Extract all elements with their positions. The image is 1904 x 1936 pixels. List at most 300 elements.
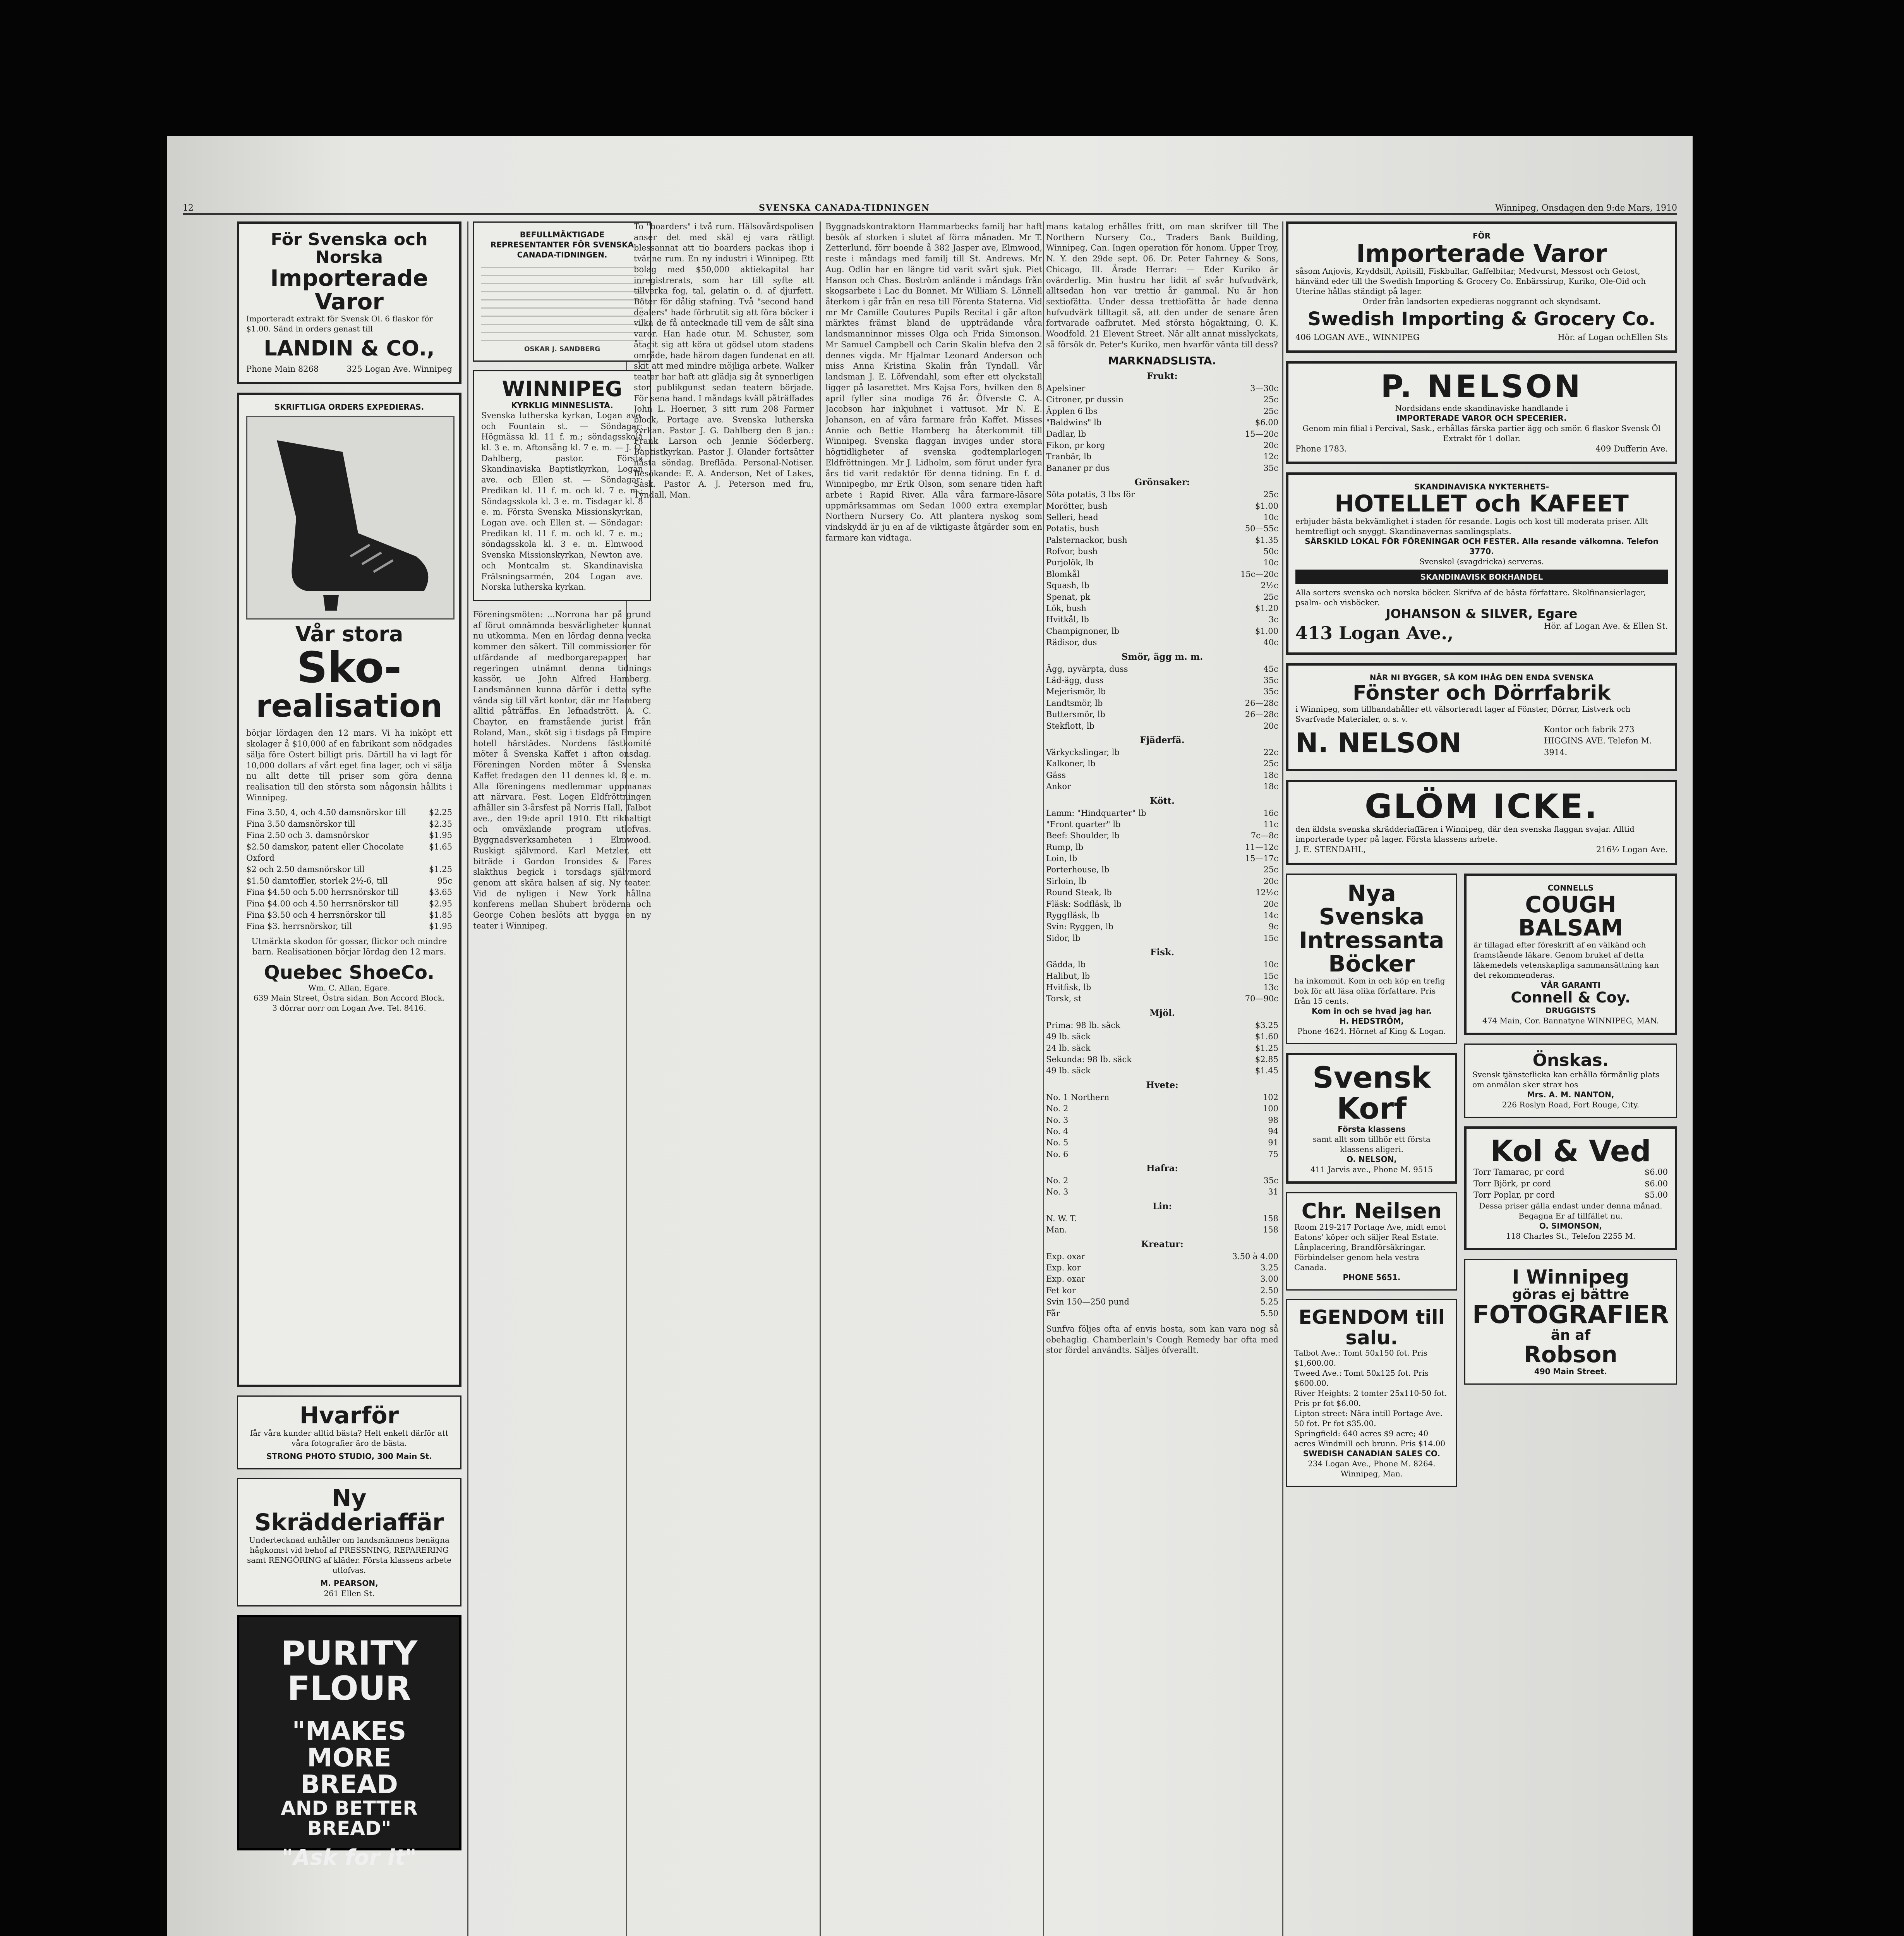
fotografier-ad [1464, 1259, 1677, 1384]
text: 413 Logan Ave., [1295, 622, 1454, 644]
market-price: 25c [1263, 592, 1278, 602]
market-row [1046, 808, 1278, 819]
market-section-title: Smör, ägg m. m. [1121, 651, 1203, 662]
imported-contact [1295, 332, 1668, 343]
shoe-illustration [246, 416, 455, 620]
market-row [1046, 959, 1278, 970]
price-row [246, 841, 452, 864]
egendom-item: Tweed Ave.: Tomt 50x125 fot. Pris $600.00. [1294, 1368, 1429, 1388]
market-item: Selleri, head [1046, 512, 1098, 522]
market-item: Tranbär, lb [1046, 452, 1092, 462]
market-row [1046, 417, 1278, 428]
market-row [1046, 842, 1278, 853]
egendom-title: EGENDOM till salu. [1298, 1306, 1445, 1349]
imported-goods-ad [1286, 221, 1677, 353]
skradderi-body: Undertecknad anhåller om landsmännens benägna hågkomst vid behof af PRESSNING, REPARERING samt RENGÖRING af kläder. Första klassens arbete utlofvas. [247, 1535, 451, 1575]
bocker-address: Phone 4624. Hörnet af King & Logan. [1297, 1026, 1446, 1036]
text: Kontor och fabrik 273 HIGGINS AVE. Telefon M. 3914. [1544, 724, 1652, 757]
market-item: 49 lb. säck [1046, 1032, 1091, 1042]
market-section-title: Fisk. [1150, 947, 1174, 958]
shoe-line1: Vår stora [295, 622, 403, 647]
market-price: 12½c [1256, 888, 1278, 898]
hvarfor-title: Hvarför [299, 1402, 399, 1430]
shoe-company: Quebec ShoeCo. [264, 962, 435, 984]
text: 95c [437, 876, 452, 886]
imported-company: Swedish Importing & Grocery Co. [1307, 308, 1656, 330]
text: Fina 2.50 och 3. damsnörskor [246, 831, 369, 840]
text: $1.95 [429, 831, 452, 840]
market-row [1046, 1054, 1278, 1065]
issue-date: Winnipeg, Onsdagen den 9:de Mars, 1910 [1495, 203, 1677, 213]
market-price: 40c [1263, 638, 1278, 647]
market-footer: Sunfva följes ofta af envis hosta, som kan vara nog så obehaglig. Chamberlain's Cough Remedy har ofta med stor fördel användts. Säljes öfverallt. [1046, 1324, 1278, 1355]
market-item: Torsk, st [1046, 994, 1082, 1004]
market-price: 158 [1262, 1225, 1278, 1235]
column-6 [1286, 221, 1677, 1936]
market-price: 26—28c [1245, 710, 1278, 719]
neilsen-phone: PHONE 5651. [1343, 1273, 1401, 1282]
market-price: 20c [1263, 440, 1278, 450]
market-price: 15c [1263, 971, 1278, 981]
fonster-body: i Winnipeg, som tillhandahåller ett välsorteradt lager af Fönster, Dörrar, Listverk och Svarfvade Materialer, o. s. v. [1295, 704, 1631, 724]
market-row [1046, 899, 1278, 910]
market-item: Sirloin, lb [1046, 876, 1087, 886]
market-row [1046, 1285, 1278, 1296]
page-header [183, 194, 1677, 215]
market-item: Bananer pr dus [1046, 463, 1110, 473]
text: $1.95 [429, 922, 452, 931]
winnipeg-body: Svenska lutherska kyrkan, Logan ave. och Fountain st. — Söndagar: Högmässa kl. 11 f. m.; söndagsskola kl. 3 e. m. Aftonsång kl. 7 e. m. — J. O. Dahlberg, pastor. Första Skandinaviska Baptistkyrkan, Logan ave. och Ellen st. — Söndagar: Predikan kl. 11 f. m. och kl. 7 e. m.; Söndagsskola kl. 3 e. m. Tisdagar kl. 8 e. m. Första Svenska Missionskyrkan, Logan ave. och Ellen st. — Söndagar: Predikan kl. 11 f. m. och kl. 7 e. m.; söndagsskola kl. 3 e. m. Elmwood Svenska Missionskyrkan, Newton ave. och Montcalm st. Skandinaviska Frälsningsarmén, 204 Logan ave. Norska lutherska kyrkan. [481, 410, 643, 592]
foto-line4: än af [1551, 1327, 1591, 1343]
imported-top: FÖR [1472, 231, 1491, 240]
market-item: Prima: 98 lb. säck [1046, 1020, 1120, 1030]
market-item: Ägg, nyvärpta, duss [1046, 664, 1128, 674]
market-item: No. 1 Northern [1046, 1092, 1110, 1102]
market-row [1046, 982, 1278, 993]
market-item: Purjolök, lb [1046, 558, 1094, 568]
market-item: Hvitkål, lb [1046, 615, 1089, 625]
market-price: 50c [1263, 547, 1278, 556]
market-price: 13c [1263, 982, 1278, 992]
egendom-address: 234 Logan Ave., Phone M. 8264. Winnipeg, Man. [1308, 1459, 1436, 1479]
market-price: 45c [1263, 664, 1278, 674]
text: $2.25 [429, 808, 452, 817]
market-price: 15c [1263, 933, 1278, 943]
text: Fina $4.00 och 4.50 herrsnörskor till [246, 899, 399, 908]
bookshop-title: SKANDINAVISK BOKHANDEL [1295, 570, 1668, 584]
text: $6.00 [1644, 1167, 1668, 1177]
price-row [246, 921, 452, 932]
market-price: 35c [1263, 463, 1278, 473]
text: $2.95 [429, 899, 452, 908]
price-row [246, 898, 452, 910]
winnipeg-title: WINNIPEG [502, 377, 623, 402]
landin-company: LANDIN & CO., [264, 336, 435, 361]
market-row [1046, 1224, 1278, 1236]
market-section-title: Frukt: [1147, 371, 1178, 382]
text: $1.50 damtoffler, storlek 2½-6, till [246, 876, 388, 886]
foto-line5: Robson [1524, 1341, 1618, 1368]
market-item: No. 5 [1046, 1138, 1069, 1148]
market-row [1046, 921, 1278, 932]
market-item: No. 6 [1046, 1149, 1069, 1159]
cough-balsam-ad [1464, 874, 1677, 1035]
fonster-contact [1295, 724, 1668, 762]
market-price: 3.00 [1260, 1274, 1278, 1284]
market-item: Gäss [1046, 770, 1066, 780]
market-price: 7c—8c [1250, 831, 1278, 841]
foto-line1: I Winnipeg [1512, 1266, 1630, 1289]
market-item: 24 lb. säck [1046, 1043, 1091, 1053]
column-4 [825, 221, 1042, 1936]
market-section-title: Kött. [1149, 795, 1175, 806]
text: Torr Tamarac, pr cord [1473, 1167, 1564, 1177]
onskas-address: 226 Roslyn Road, Fort Rouge, City. [1502, 1100, 1640, 1110]
neilsen-body: Room 219-217 Portage Ave, midt emot Eatons' köper och säljer Real Estate. Lånplacering, Brandförsäkringar. Förbindelser genom hela vestra Canada. [1294, 1222, 1446, 1272]
glom-body: den äldsta svenska skrädderiaffären i Winnipeg, där den svenska flaggan svajar. Alltid importerade typer på lager. Första klassens arbete. [1295, 824, 1635, 844]
market-price: 15—17c [1245, 854, 1278, 863]
market-row [1046, 557, 1278, 568]
market-item: Apelsiner [1046, 384, 1086, 393]
market-item: Exp. kor [1046, 1263, 1081, 1273]
market-item: Värkyckslingar, lb [1046, 747, 1120, 757]
column-2 [473, 221, 651, 1936]
market-row [1046, 1020, 1278, 1031]
market-row [1046, 698, 1278, 709]
market-section-title: Fjäderfä. [1140, 735, 1185, 745]
market-price: 35c [1263, 676, 1278, 685]
representatives-signer: OSKAR J. SANDBERG [524, 345, 600, 353]
market-row [1046, 512, 1278, 523]
glom-title: GLÖM ICKE. [1364, 787, 1599, 826]
text: N. NELSON [1295, 727, 1462, 759]
landin-ad [237, 221, 461, 384]
purity-line3: BREAD [300, 1770, 398, 1800]
skradderi-ad [237, 1478, 461, 1606]
market-price: 20c [1263, 721, 1278, 731]
market-item: Svin 150—250 pund [1046, 1297, 1129, 1307]
market-item: Champignoner, lb [1046, 626, 1119, 636]
purity-line5: "Ask for it" [282, 1845, 417, 1870]
market-section-title: Lin: [1152, 1201, 1172, 1212]
egendom-item: River Heights: 2 tomter 25x110-50 fot. Pris pr fot $6.00. [1294, 1388, 1447, 1408]
ads-subcol-left [1286, 874, 1457, 1496]
market-section-title: Grönsaker: [1134, 477, 1190, 488]
column-rule [467, 221, 468, 1936]
bocker-name: H. HEDSTRÖM, [1339, 1016, 1404, 1026]
column-5 [1046, 221, 1278, 1936]
market-item: Round Steak, lb [1046, 888, 1112, 898]
market-price: 158 [1262, 1213, 1278, 1223]
market-row [1046, 535, 1278, 546]
market-item: Lamm: "Hindquarter" lb [1046, 808, 1146, 818]
shoe-icon [247, 417, 453, 618]
market-row [1046, 781, 1278, 792]
market-title: MARKNADSLISTA. [1108, 354, 1216, 367]
market-item: Blomkål [1046, 569, 1080, 579]
market-price: $6.00 [1255, 418, 1278, 427]
market-price: $1.00 [1255, 626, 1278, 636]
market-price: 22c [1263, 747, 1278, 757]
egendom-item: Lipton street: Nära intill Portage Ave. 50 fot. Pr fot $35.00. [1294, 1409, 1443, 1428]
market-item: Sekunda: 98 lb. säck [1046, 1054, 1132, 1064]
market-row [1046, 501, 1278, 512]
egendom-item: Springfield: 640 acres $9 acre; 40 acres Windmill och brunn. Pris $14.00 [1294, 1429, 1446, 1449]
market-row [1046, 664, 1278, 675]
text: Fina 3.50, 4, och 4.50 damsnörskor till [246, 808, 407, 817]
nelson-contact [1295, 443, 1668, 455]
text: J. E. STENDAHL, [1295, 845, 1366, 855]
market-item: Får [1046, 1308, 1060, 1318]
market-row [1046, 721, 1278, 732]
bookshop-owner: JOHANSON & SILVER, Egare [1386, 606, 1578, 621]
market-price: 25c [1263, 406, 1278, 416]
market-price: $1.00 [1255, 501, 1278, 511]
foto-address: 490 Main Street. [1534, 1366, 1607, 1376]
landin-phone: Phone Main 8268 [246, 364, 319, 374]
market-row [1046, 1149, 1278, 1160]
representatives-list [481, 260, 643, 345]
market-price: 20c [1263, 876, 1278, 886]
text: 409 Dufferin Ave. [1595, 444, 1668, 453]
market-item: Ankor [1046, 782, 1071, 791]
market-row [1046, 1137, 1278, 1148]
column-rule [820, 221, 821, 1936]
page-paper [167, 136, 1693, 1936]
landin-line1: För Svenska och Norska [271, 230, 428, 268]
market-item: Squash, lb [1046, 581, 1089, 590]
market-price: 91 [1268, 1138, 1278, 1148]
hotellet-top: SKANDINAVISKA NYKTERHETS- [1414, 482, 1549, 492]
market-row [1046, 592, 1278, 603]
market-item: No. 4 [1046, 1126, 1069, 1136]
market-price: $1.45 [1255, 1066, 1278, 1076]
skradderi-title: Ny Skrädderiaffär [254, 1485, 444, 1536]
nelson-ad [1286, 361, 1677, 464]
market-price: 10c [1263, 558, 1278, 568]
market-item: Exp. oxar [1046, 1251, 1086, 1261]
market-row [1046, 686, 1278, 697]
representatives-box [473, 221, 651, 362]
kol-row [1473, 1189, 1668, 1201]
landin-body: Importeradt extrakt för Svensk Ol. 6 flaskor för $1.00. Sänd in orders genast till [246, 314, 433, 334]
text: 406 LOGAN AVE., WINNIPEG [1295, 333, 1420, 342]
price-row [246, 864, 452, 875]
market-row [1046, 1065, 1278, 1076]
market-section-title: Hafra: [1146, 1163, 1178, 1174]
market-row [1046, 1092, 1278, 1103]
market-row [1046, 637, 1278, 648]
market-price: 25c [1263, 865, 1278, 875]
market-price: $1.35 [1255, 535, 1278, 545]
market-row [1046, 819, 1278, 830]
hotellet-ad [1286, 472, 1677, 655]
hvarfor-ad [237, 1395, 461, 1469]
market-row [1046, 1043, 1278, 1054]
glom-contact [1295, 844, 1668, 855]
market-row [1046, 876, 1278, 887]
price-row [246, 819, 452, 830]
newspaper-page [167, 136, 1693, 1936]
market-row [1046, 758, 1278, 769]
market-price: 75 [1268, 1149, 1278, 1159]
market-section-title: Mjöl. [1149, 1007, 1175, 1018]
hotellet-body: erbjuder bästa bekvämlighet i staden för resande. Logis och kost till moderata priser. Allt hemtrefligt och snyggt. Skandinavernas samlingsplats. [1295, 517, 1648, 536]
text: Torr Poplar, pr cord [1473, 1190, 1555, 1200]
egendom-item: Talbot Ave.: Tomt 50x150 fot. Pris $1,600.00. [1294, 1348, 1427, 1368]
text: $1.25 [429, 865, 452, 874]
market-price: 25c [1263, 759, 1278, 769]
kol-address: 118 Charles St., Telefon 2255 M. [1506, 1231, 1636, 1241]
text: Fina 3.50 damsnörskor till [246, 819, 355, 829]
text: $5.00 [1644, 1190, 1668, 1200]
market-item: Halibut, lb [1046, 971, 1090, 981]
price-row [246, 807, 452, 818]
market-item: Potatis, bush [1046, 524, 1100, 534]
quebec-shoe-ad [237, 393, 461, 1387]
market-price: $2.85 [1255, 1054, 1278, 1064]
nelson-line1: Nordsidans ende skandinaviske handlande i [1395, 403, 1568, 413]
korf-sub: Första klassens [1338, 1124, 1406, 1134]
price-row [246, 887, 452, 898]
market-item: Palsternackor, bush [1046, 535, 1127, 545]
price-row [246, 910, 452, 921]
market-item: Gädda, lb [1046, 960, 1086, 970]
purity-flour-ad [237, 1615, 461, 1870]
market-row [1046, 429, 1278, 440]
text: $3.65 [429, 887, 452, 897]
egendom-company: SWEDISH CANADIAN SALES CO. [1303, 1449, 1441, 1459]
shoe-tail: Utmärkta skodon för gossar, flickor och mindre barn. Realisationen börjar lördag den 12 mars. [251, 936, 447, 957]
market-row [1046, 910, 1278, 921]
fonster-title: Fönster och Dörrfabrik [1353, 681, 1611, 705]
market-item: Dadlar, lb [1046, 429, 1086, 439]
ads-subcol-right [1464, 874, 1677, 1496]
market-item: 49 lb. säck [1046, 1066, 1091, 1076]
market-price: 11—12c [1245, 842, 1278, 852]
market-row [1046, 770, 1278, 781]
market-row [1046, 626, 1278, 637]
onskas-name: Mrs. A. M. NANTON, [1527, 1090, 1614, 1100]
market-item: No. 2 [1046, 1176, 1069, 1186]
market-item: Loin, lb [1046, 854, 1077, 863]
market-item: Mejerismör, lb [1046, 687, 1106, 697]
cough-top: CONNELLS [1547, 883, 1594, 892]
purity-line1: PURITY FLOUR [281, 1634, 418, 1708]
cough-address: 474 Main, Cor. Bannatyne WINNIPEG, MAN. [1482, 1016, 1659, 1026]
market-item: Lök, bush [1046, 604, 1086, 613]
column-3-text: To "boarders" i två rum. Hälsovårdspolisen anser det med skäl ej vara rätligt blessannat att tio boarders packas ihop i tvänne rum. En ny industri i Winnipeg. Ett bolag med $50,000 aktiekapital har inregistrerats, som har till syfte att tillverka fog, tal, gelatin o. d. af djurfett. Böter för dålig stafning. Två "second hand dealers" hade förbrutit sig att föra böcker i vilka de få antecknade till vem de sålt sina varor. Han hade otur. M. Schuster, som åtagit sig att köra ut gödsel utom stadens område, hade härom dagen fundenat en att skit att med mindre möjliga arbete. Walker teater har haft att glädja sig åt synnerligen stor publikgunst sedan teatern började. För sena hand. I måndags kväll påträffades John L. Hoerner, 3 sitt rum 208 Farmer block, Portage ave. Svenska lutherska kyrkan. Pastor J. G. Dahlberg den 8 jan.: Frank Larson och Jennie Söderberg. Baptistkyrkan. Pastor J. Olander fortsätter nästa söndag. Brefläda. Personal-Notiser. Besökande: E. A. Anderson, Net of Lakes, Sask. Pastor A. J. Peterson med fru, Tyndall, Man. [634, 222, 814, 499]
market-item: No. 3 [1046, 1115, 1069, 1125]
market-item: Citroner, pr dussin [1046, 395, 1124, 405]
bocker-title: Nya Svenska Intressanta Böcker [1299, 880, 1444, 977]
market-price: 3—30c [1250, 384, 1278, 393]
korf-name: O. NELSON, [1346, 1154, 1397, 1164]
neilsen-ad [1286, 1192, 1457, 1291]
market-item: N. W. T. [1046, 1213, 1077, 1223]
market-price: 3.50 à 4.00 [1232, 1251, 1278, 1261]
market-price: 31 [1268, 1187, 1278, 1197]
market-item: Rofvor, bush [1046, 547, 1098, 556]
market-row [1046, 1308, 1278, 1319]
market-item: "Baldwins" lb [1046, 418, 1102, 427]
market-row [1046, 709, 1278, 720]
fonster-ad [1286, 663, 1677, 771]
neilsen-title: Chr. Neilsen [1301, 1198, 1442, 1223]
glom-icke-ad [1286, 780, 1677, 865]
text: 216½ Logan Ave. [1596, 845, 1668, 855]
text: $6.00 [1644, 1179, 1668, 1188]
market-row [1046, 747, 1278, 758]
market-row [1046, 1186, 1278, 1198]
kol-row [1473, 1167, 1668, 1178]
nelson-body: Genom min filial i Percival, Sask., erhållas färska partier ägg och smör. 6 flaskor Svensk Öl Extrakt för 1 dollar. [1302, 423, 1661, 443]
cough-company: Connell & Coy. [1511, 989, 1631, 1006]
market-item: Rädisor, dus [1046, 638, 1097, 647]
market-price: 15—20c [1245, 429, 1278, 439]
market-price: 15c—20c [1240, 569, 1278, 579]
market-item: Rump, lb [1046, 842, 1084, 852]
shoe-line3: realisation [256, 688, 443, 724]
page-number: 12 [183, 203, 194, 213]
market-row [1046, 1274, 1278, 1285]
market-item: Exp. oxar [1046, 1274, 1086, 1284]
market-row [1046, 830, 1278, 841]
market-row [1046, 394, 1278, 405]
shoe-top: SKRIFTLIGA ORDERS EXPEDIERAS. [274, 402, 424, 412]
text: Fina $4.50 och 5.00 herrsnörskor till [246, 887, 399, 897]
hvarfor-studio: STRONG PHOTO STUDIO, 300 Main St. [266, 1452, 432, 1461]
text: $1.65 [429, 842, 452, 851]
text: Fina $3. herrsnörskor, till [246, 922, 352, 931]
market-row [1046, 993, 1278, 1004]
shoe-address: 639 Main Street, Östra sidan. Bon Accord Block. [253, 993, 445, 1002]
market-price: 25c [1263, 490, 1278, 499]
market-row [1046, 675, 1278, 686]
column-4-text: Byggnadskontraktorn Hammarbecks familj har haft besök af storken i slutet af förra månaden. Mr T. Zetterlund, förr boende å 382 Jasper ave, Elmwood, reste i måndags med familj till St. Andrews. Mr Aug. Odlin har en längre tid varit svårt sjuk. Piet Hanson och Chas. Boström anlände i måndags från skogsarbete i Lac du Bonnet. Mr William S. Lönnell återkom i går från en resa till Förenta Staterna. Vid mr Mr Camille Coutures Pupils Recital i går afton märktes främst bland de uppträdande våra landsmanninnor misses Olga och Frida Simonson. Mr Samuel Campbell och Carin Skalin blefva den 2 dennes vigda. Mr Hjalmar Leonard Anderson och miss Anna Kristina Skalin från Tyndall. Vår landsman J. E. Löfvendahl, som efter ett olyckstall ligger på lasarettet. Mrs Kajsa Fors, hvilken den 8 april fyller sina modiga 76 år. Öfverste C. A. Jacobson har inkjuhnet i vattusot. Mr N. E. Johanson, en af våra farmare från Kaffet. Misses Annie och Bettie Hamberg ha återkommit till Winnipeg. Svenska flaggan inviges under stora högtidligheter af svenska godtemplarlogen Eldfröttningen. Mr J. Lidholm, som förut under fyra års tid varit redaktör för denna tidning. En f. d. Winnipegbo, mr Erik Olson, som senare tiden haft arbete i Rapid River. Alla våra farmare-läsare uppmärksammas om Sedan 1000 extra exemplar Northern Nursery Co. Att plantera nyskog som vindskydd är ju en af de viktigaste åtgärder som en farmare kan vidtaga. [825, 222, 1042, 542]
text: Torr Björk, pr cord [1473, 1179, 1551, 1188]
shoe-price-list [246, 807, 452, 932]
paper-title: SVENSKA CANADA-TIDNINGEN [759, 203, 930, 213]
korf-address: 411 Jarvis ave., Phone M. 9515 [1310, 1164, 1433, 1174]
onskas-ad [1464, 1044, 1677, 1118]
market-price: 5.50 [1260, 1308, 1278, 1318]
ads-row-1 [1286, 874, 1677, 1496]
market-item: Landtsmör, lb [1046, 698, 1103, 708]
market-price: 3c [1268, 615, 1278, 625]
market-row [1046, 614, 1278, 625]
market-row [1046, 887, 1278, 898]
market-item: Fikon, pr korg [1046, 440, 1105, 450]
onskas-title: Önskas. [1532, 1050, 1609, 1071]
bocker-ad [1286, 874, 1457, 1045]
skradderi-name: M. PEARSON, [320, 1579, 378, 1588]
bookshop-body: Alla sorters svenska och norska böcker. Skrifva af de bästa författare. Skolfinansierlager, psalm- och visböcker. [1295, 588, 1646, 608]
market-item: Söta potatis, 3 lbs för [1046, 490, 1135, 499]
market-item: Läd-ägg, duss [1046, 676, 1104, 685]
nelson-name: P. NELSON [1381, 368, 1583, 405]
egendom-ad [1286, 1299, 1457, 1487]
representatives-title: BEFULLMÄKTIGADE REPRESENTANTER FÖR SVENSKA CANADA-TIDNINGEN. [490, 230, 634, 259]
korf-title: Svensk Korf [1312, 1060, 1431, 1126]
market-section-title: Hvete: [1146, 1080, 1178, 1090]
market-price: 102 [1262, 1092, 1278, 1102]
market-section-title: Kreatur: [1141, 1239, 1184, 1249]
market-price: 94 [1268, 1126, 1278, 1136]
market-row [1046, 1251, 1278, 1262]
market-row [1046, 1175, 1278, 1186]
market-price: $3.25 [1255, 1020, 1278, 1030]
